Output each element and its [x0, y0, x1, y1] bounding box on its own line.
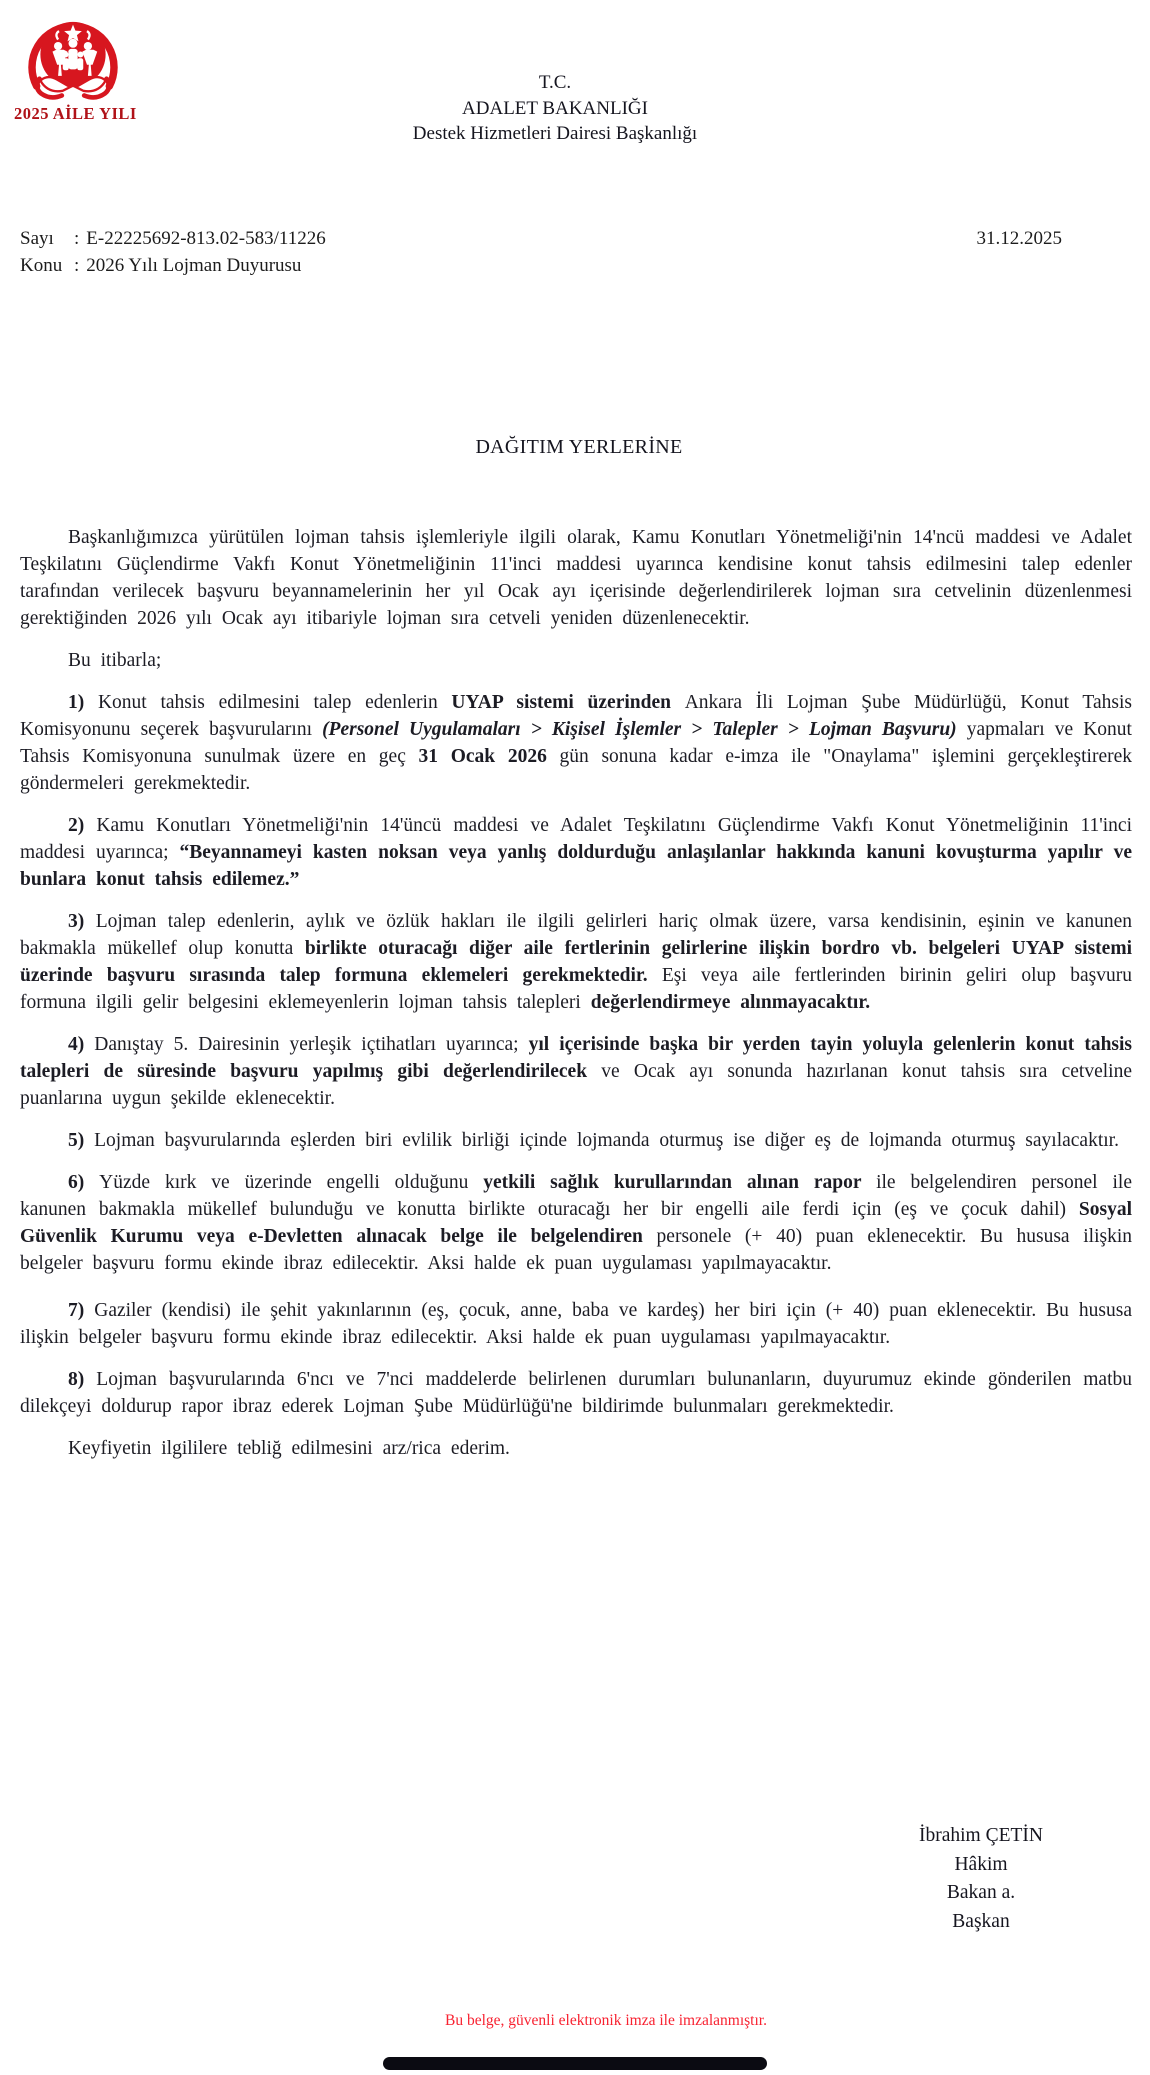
paragraph: 1) Konut tahsis edilmesini talep edenlerin UYAP sistemi üzerinden Ankara İli Lojman Şube Müdürlüğü, Konut Tahsis Komisyonunu seçerek başvurularını (Personel Uygulamaları > Kişisel İşlemler > Talepler > Lojman Başvuru) yapmaları ve Konut Tahsis Komisyonuna sunulmak üzere en geç 31 Ocak 2026 gün sonuna kadar e-imza ile "Onaylama" işlemini gerçekleştirerek göndermeleri gerekmektedir. [20, 692, 1132, 794]
paragraph: 5) Lojman başvurularında eşlerden biri evlilik birliği içinde lojmanda oturmuş ise diğer eş de lojmanda oturmuş sayılacaktır. [68, 1130, 1119, 1151]
konu-row [20, 253, 326, 280]
sayi-row [20, 226, 326, 253]
logo-caption: 2025 AİLE YILI [14, 104, 137, 123]
paragraph: Keyfiyetin ilgililere tebliğ edilmesini arz/rica ederim. [68, 1438, 510, 1459]
konu-colon: : [74, 254, 80, 276]
home-indicator-bar[interactable] [383, 2057, 767, 2070]
paragraph: 8) Lojman başvurularında 6'ncı ve 7'nci maddelerde belirlenen durumları bulunanların, duyurumuz ekinde gönderilen matbu dilekçeyi doldurup rapor ibraz ederek Lojman Şube Müdürlüğü'ne bildirimde bulunmaları gerekmektedir. [20, 1369, 1132, 1417]
signer-title-bakan: Bakan a. [946, 1882, 1016, 1903]
konu-label: Konu [20, 254, 63, 276]
paragraph: 2) Kamu Konutları Yönetmeliği'nin 14'üncü maddesi ve Adalet Teşkilatını Güçlendirme Vakfı Konut Yönetmeliğinin 11'inci maddesi uyarınca; “Beyannameyi kasten noksan veya yanlış doldurduğu anlaşılanlar hakkında kanuni kovuşturma yapılır ve bunlara konut tahsis edilemez.” [20, 815, 1132, 890]
letterhead-ministry: ADALET BAKANLIĞI [462, 97, 648, 119]
letterhead-tc: T.C. [538, 72, 572, 93]
paragraph: Başkanlığımızca yürütülen lojman tahsis işlemleriyle ilgili olarak, Kamu Konutları Yönetmeliği'nin 14'ncü maddesi ve Adalet Teşkilatını Güçlendirme Vakfı Konut Yönetmeliğinin 11'inci maddesi uyarınca kendisine konut tahsis edilmesini talep edenler tarafından verilecek başvuru beyannamelerinin her yıl Ocak ayı içerisinde değerlendirilerek lojman sıra cetvelinin düzenlenmesi gerektiğinden 2026 yılı Ocak ayı itibariyle lojman sıra cetveli yeniden düzenlenecektir. [20, 527, 1132, 629]
sayi-label: Sayı [20, 228, 54, 249]
paragraph: 7) Gaziler (kendisi) ile şehit yakınlarının (eş, çocuk, anne, baba ve kardeş) her biri için (+ 40) puan eklenecektir. Bu hususa ilişkin belgeler başvuru formu ekinde ibraz edilecektir. Aksi halde ek puan uygulaması yapılmayacaktır. [20, 1300, 1132, 1348]
sayi-value: E-22225692-813.02-583/11226 [86, 228, 326, 249]
sayi-colon: : [74, 228, 80, 249]
document-date: 31.12.2025 [976, 228, 1062, 249]
esign-note: Bu belge, güvenli elektronik imza ile imzalanmıştır. [445, 2012, 767, 2029]
letterhead-department: Destek Hizmetleri Dairesi Başkanlığı [412, 123, 698, 144]
paragraph: 4) Danıştay 5. Dairesinin yerleşik içtihatları uyarınca; yıl içerisinde başka bir yerden tayin yoluyla gelenlerin konut tahsis talepleri de süresinde başvuru yapılmış gibi değerlendirilecek ve Ocak ayı sonunda hazırlanan konut tahsis sıra cetveline puanlarına uygun şekilde eklenecektir. [20, 1034, 1133, 1109]
document-body [20, 524, 1132, 1477]
paragraph: 6) Yüzde kırk ve üzerinde engelli olduğunu yetkili sağlık kurullarından alınan rapor ile belgelendiren personel ile kanunen bakmakla mükellef bulunduğu ve konutta birlikte oturacağı her bir engelli aile ferdi için (eş ve çocuk dahil) Sosyal Güvenlik Kurumu veya e-Devletten alınacak belge ile belgelendiren personele (+ 40) puan eklenecektir. Bu hususa ilişkin belgeler başvuru formu ekinde ibraz edilecektir. Aksi halde ek puan uygulaması yapılmayacaktır. [20, 1172, 1132, 1274]
letterhead [0, 70, 1110, 147]
signer-name: İbrahim ÇETİN [918, 1825, 1043, 1846]
konu-value: 2026 Yılı Lojman Duyurusu [86, 254, 302, 276]
signature-block [850, 1822, 1112, 1936]
signer-title-hakim: Hâkim [954, 1853, 1008, 1875]
paragraph: Bu itibarla; [68, 650, 162, 671]
reference-block [20, 226, 326, 279]
recipient-line: DAĞITIM YERLERİNE [475, 436, 683, 458]
paragraph: 3) Lojman talep edenlerin, aylık ve özlük hakları ile ilgili gelirleri hariç olmak üzere, varsa kendisinin, eşinin ve kanunen bakmakla mükellef olup konutta birlikte oturacağı diğer aile fertlerinin gelirlerine ilişkin bordro vb. belgeleri UYAP sistemi üzerinde başvuru sırasında talep formuna eklemeleri gerekmektedir. Eşi veya aile fertlerinden birinin geliri olup başvuru formuna ilgili gelir belgesini eklemeyenlerin lojman tahsis talepleri değerlendirmeye alınmayacaktır. [20, 911, 1132, 1013]
signer-title-baskan: Başkan [952, 1910, 1010, 1932]
